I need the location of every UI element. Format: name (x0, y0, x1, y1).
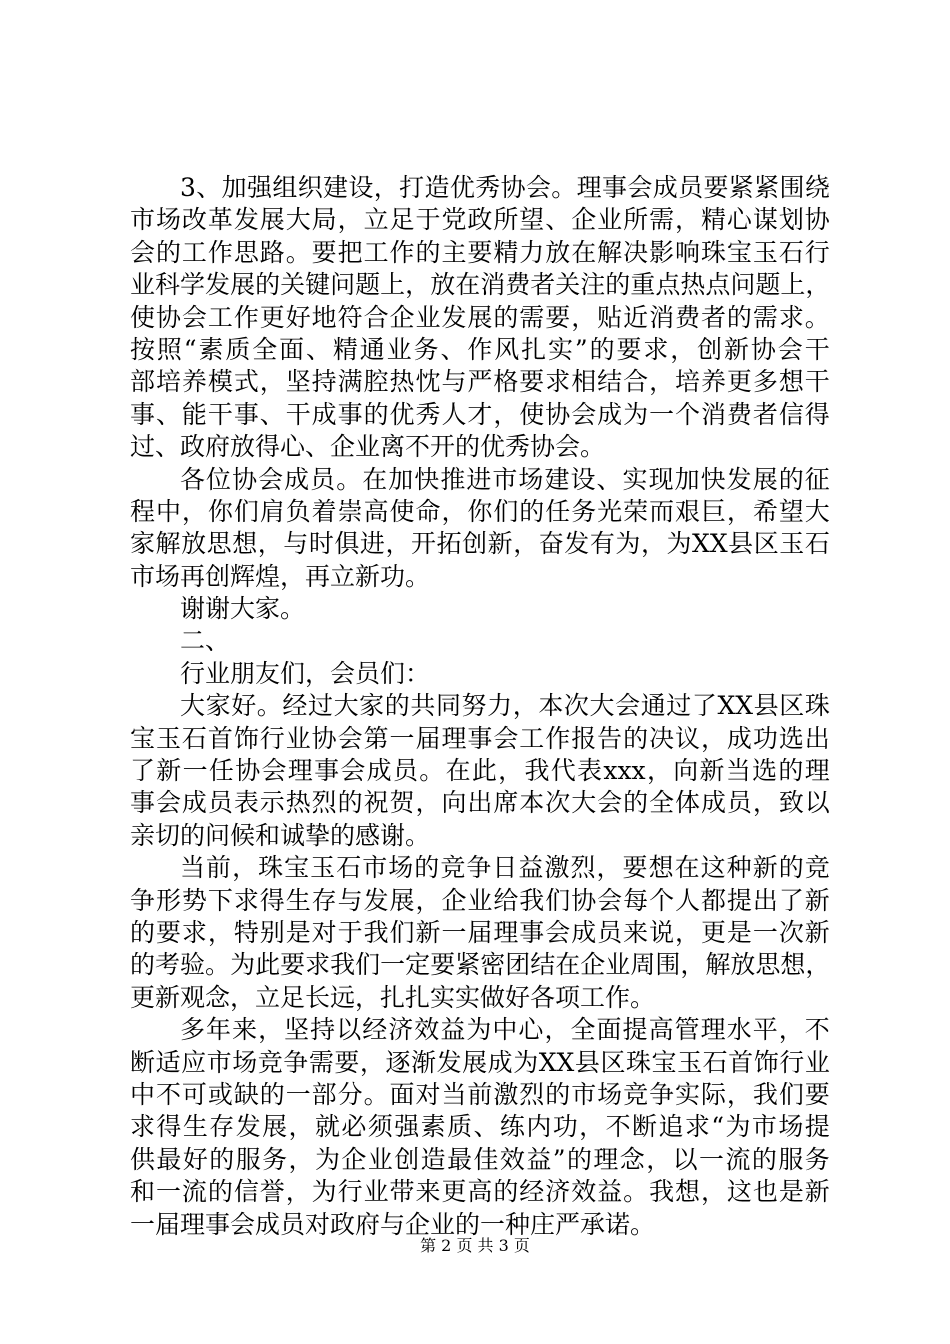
text-line: 事 、 能 干 事 、 干 成 事 的 优 秀 人 才 ， 使 协 会 成 为 一 个 消 费 者 信 得 (130, 399, 830, 429)
text-line: 家 解 放 思 想 ， 与 时 俱 进 ， 开 拓 创 新 ， 奋 发 有 为 ， 为 XX 县 区 玉 石 (130, 529, 830, 559)
text-line: 程 中 ， 你 们 肩 负 着 崇 高 使 命 ， 你 们 的 任 务 光 荣 而 艰 巨 ， 希 望 大 (130, 496, 830, 526)
text-line: 断 适 应 市 场 竞 争 需 要 ， 逐 渐 发 展 成 为 XX 县 区 珠 宝 玉 石 首 饰 行 业 (130, 1047, 830, 1077)
salutation (130, 658, 830, 690)
text-line: 使 协 会 工 作 更 好 地 符 合 企 业 发 展 的 需 要 ， 贴 近 消 费 者 的 需 求 。 (130, 302, 830, 332)
paragraph-years (130, 1014, 830, 1241)
text-line: 多 年 来 ， 坚 持 以 经 济 效 益 为 中 心 ， 全 面 提 高 管 理 水 平 ， 不 (180, 1015, 830, 1045)
text-line: 的 考 验 。 为 此 要 求 我 们 一 定 要 紧 密 团 结 在 企 业 周 围 ， 解 放 思 想 ， (130, 950, 831, 980)
text-line: 会 的 工 作 思 路 。 要 把 工 作 的 主 要 精 力 放 在 解 决 影 响 珠 宝 玉 石 行 (130, 237, 830, 267)
section-two-heading (130, 625, 830, 657)
text-line: 按 照 “ 素 质 全 面 、 精 通 业 务 、 作 风 扎 实 ” 的 要 求 ， 创 新 协 会 干 (130, 334, 830, 364)
paragraph-competition (130, 852, 830, 1014)
paragraph-3-organization (130, 172, 830, 464)
text-line: 宝 玉 石 首 饰 行 业 协 会 第 一 届 理 事 会 工 作 报 告 的 决 议 ， 成 功 选 出 (130, 723, 830, 753)
text-line: 各 位 协 会 成 员 。 在 加 快 推 进 市 场 建 设 、 实 现 加 快 发 展 的 征 (180, 464, 830, 494)
text-line: 3 、 加 强 组 织 建 设 ， 打 造 优 秀 协 会 。 理 事 会 成 员 要 紧 紧 围 绕 (180, 173, 830, 202)
paragraph-greeting (130, 690, 830, 852)
text-line: 和 一 流 的 信 誉 ， 为 行 业 带 来 更 高 的 经 济 效 益 。 我 想 ， 这 也 是 新 (130, 1177, 830, 1207)
text-line: 市 场 改 革 发 展 大 局 ， 立 足 于 党 政 所 望 、 企 业 所 需 ， 精 心 谋 划 协 (130, 205, 830, 235)
text-line: 的 要 求 ， 特 别 是 对 于 我 们 新 一 届 理 事 会 成 员 来 说 ， 更 是 一 次 新 (130, 917, 830, 947)
text-line: 谢谢大家。 (180, 594, 306, 624)
text-line: 更新观念，立足长远，扎扎实实做好各项工作。 (130, 982, 656, 1012)
text-line: 争 形 势 下 求 得 生 存 与 发 展 ， 企 业 给 我 们 协 会 每 个 人 都 提 出 了 新 (130, 885, 830, 915)
text-line: 市场再创辉煌，再立新功。 (130, 561, 431, 591)
text-line: 了 新 一 任 协 会 理 事 会 成 员 。 在 此 ， 我 代 表 xxx ， 向 新 当 选 的 理 (130, 756, 830, 786)
paragraph-thanks (130, 593, 830, 625)
text-line: 大 家 好 。 经 过 大 家 的 共 同 努 力 ， 本 次 大 会 通 过 了 XX 县 区 珠 (180, 691, 830, 721)
text-line: 过、政府放得心、企业离不开的优秀协会。 (130, 432, 606, 462)
text-line: 供 最 好 的 服 务 ， 为 企 业 创 造 最 佳 效 益 ” 的 理 念 ， 以 一 流 的 服 务 (130, 1144, 830, 1174)
text-line: 业 科 学 发 展 的 关 键 问 题 上 ， 放 在 消 费 者 关 注 的 重 点 热 点 问 题 上 ， (130, 270, 831, 300)
text-line: 亲切的问候和诚挚的感谢。 (130, 820, 431, 850)
text-line: 二、 (180, 626, 231, 656)
text-line: 当 前 ， 珠 宝 玉 石 市 场 的 竞 争 日 益 激 烈 ， 要 想 在 这 种 新 的 竞 (180, 853, 830, 883)
document-body (130, 172, 830, 1241)
text-line: 求 得 生 存 发 展 ， 就 必 须 强 素 质 、 练 内 功 ， 不 断 追 求 “ 为 市 场 提 (130, 1112, 830, 1142)
text-line: 一届理事会成员对政府与企业的一种庄严承诺。 (130, 1209, 656, 1239)
text-line: 事 会 成 员 表 示 热 烈 的 祝 贺 ， 向 出 席 本 次 大 会 的 全 体 成 员 ， 致 以 (130, 788, 830, 818)
page-footer: 第 2 页 共 3 页 (420, 1236, 530, 1255)
text-line: 行业朋友们，会员们： (180, 658, 431, 688)
paragraph-members (130, 464, 830, 594)
text-line: 部 培 养 模 式 ， 坚 持 满 腔 热 忱 与 严 格 要 求 相 结 合 ， 培 养 更 多 想 干 (130, 367, 830, 397)
text-line: 中 不 可 或 缺 的 一 部 分 。 面 对 当 前 激 烈 的 市 场 竞 争 实 际 ， 我 们 要 (130, 1079, 830, 1109)
